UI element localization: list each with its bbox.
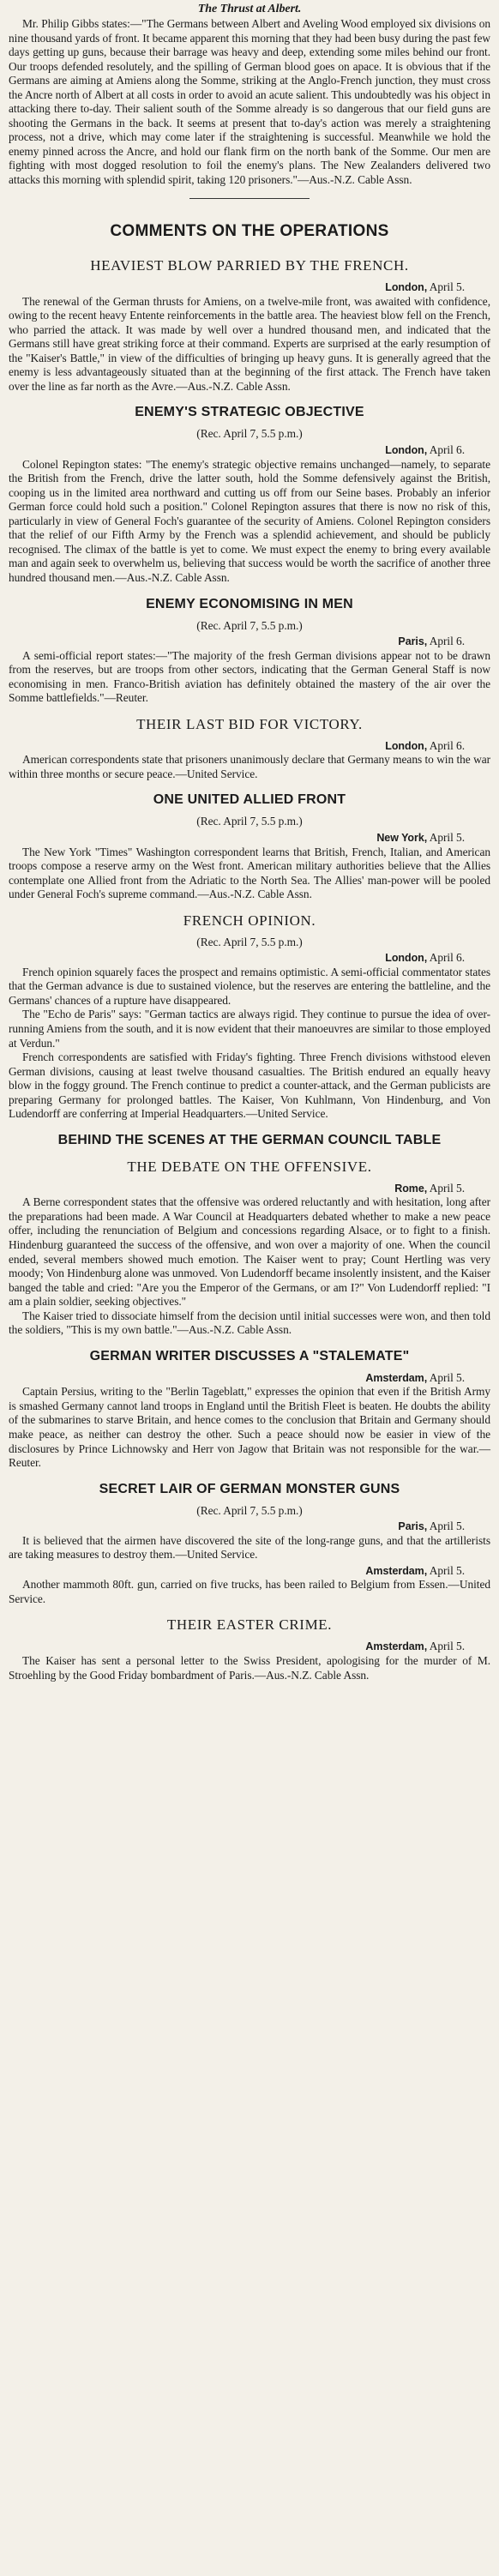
dateline [9,1640,490,1654]
article-paragraph: American correspondents state that prisoners unanimously declare that Germany means to win the war within three months or secure peace.—United Service. [9,753,490,780]
article [9,1481,490,1562]
dateline-place: Amsterdam, [365,1371,428,1384]
dateline-place: London, [385,444,428,457]
dateline-date: April 6. [429,443,465,457]
article-heading: ENEMY ECONOMISING IN MEN [146,596,353,611]
received-note: (Rec. April 7, 5.5 p.m.) [196,1503,303,1517]
article [9,716,490,782]
article [9,257,490,394]
article-paragraph: The New York "Times" Washington correspondent learns that British, French, Italian, and American troops compose a reserve army on the West front. American military authorities believe that the Allies contemplate one Allied front from the Adriatic to the North Sea. The Allies' man-power will be pooled under General Foch's supreme command.—Aus.-N.Z. Cable Assn. [9,845,490,901]
dateline [9,831,490,846]
dateline-date: April 6. [429,738,465,752]
dateline-place: Paris, [398,635,428,648]
section-divider [189,198,310,199]
article [9,1616,490,1682]
article-paragraph: The Kaiser has sent a personal letter to the Swiss President, apologising for the murder of M. Stroehling by the Good Friday bombardment of Paris.—Aus.-N.Z. Cable Assn. [9,1654,490,1682]
article [9,404,490,585]
dateline [9,1371,490,1386]
dateline-place: Amsterdam, [365,1564,428,1577]
dateline-place: Rome, [394,1182,428,1195]
article-list [9,257,490,1682]
dateline [9,1564,490,1579]
article [9,1564,490,1607]
dateline [9,280,490,295]
dateline-date: April 5. [429,1370,465,1384]
dateline-date: April 6. [429,951,465,965]
article-paragraph: A semi-official report states:—"The majority of the fresh German divisions appear not to be drawn from the reserves, but are troops from other sectors, indicating that the German General Staff is now economising in men. Franco-British aviation has definitely obtained the mastery of the air over the Somme battlefields."—Reuter. [9,648,490,705]
dateline-date: April 5. [429,1181,465,1195]
article-heading: THEIR EASTER CRIME. [166,1616,333,1634]
article [9,1159,490,1338]
dateline [9,739,490,754]
article-paragraph: Another mammoth 80ft. gun, carried on five trucks, has been railed to Belgium from Essen.—United Service. [9,1578,490,1605]
article [9,596,490,706]
received-note: (Rec. April 7, 5.5 p.m.) [196,427,303,441]
article-paragraph: It is believed that the airmen have discovered the site of the long-range guns, and that the artillerists are taking measures to destroy them.—United Service. [9,1533,490,1562]
article [9,912,490,1122]
dateline-place: New York, [376,831,428,844]
intro-subhead: The Thrust at Albert. [197,3,302,15]
dateline [9,1520,490,1534]
article-heading: ENEMY'S STRATEGIC OBJECTIVE [135,405,364,420]
article [9,1348,490,1471]
dateline [9,951,490,966]
dateline-place: Paris, [398,1520,428,1533]
article-heading: ONE UNITED ALLIED FRONT [153,792,346,808]
dateline-date: April 5. [429,1640,465,1653]
article-paragraph: French correspondents are satisfied with Friday's fighting. Three French divisions withstood eleven German divisions, causing at least twelve thousand casualties. The British endured an equally heavy blow in the foggy ground. The French continue to predict a counter-attack, and the German publicists are preparing Germany for prolonged battles. The Kaiser, Von Kuhlmann, Von Hindenburg, and Von Ludendorff are conferring at Imperial Headquarters.—United Service. [9,1050,490,1121]
article-paragraph: French opinion squarely faces the prospect and remains optimistic. A semi-official commentator states that the German advance is due to sustained violence, but the reserves are entering the battleline, and the Germans' chances of a rupture have disappeared. [9,965,490,1007]
article [9,1132,490,1148]
received-note: (Rec. April 7, 5.5 p.m.) [196,935,303,948]
article-heading: GERMAN WRITER DISCUSSES A "STALEMATE" [89,1348,410,1363]
dateline [9,1182,490,1196]
dateline [9,635,490,649]
dateline-date: April 5. [429,830,465,844]
article [9,791,490,901]
dateline-place: London, [385,281,428,294]
received-note: (Rec. April 7, 5.5 p.m.) [196,618,303,632]
dateline-date: April 5. [429,1563,465,1577]
article-paragraph: Captain Persius, writing to the "Berlin Tageblatt," expresses the opinion that even if the British Army is smashed Germany cannot land troops in England until the British Fleet is beaten. He doubts the ability of the submarines to starve Britain, and hence comes to the conclusion that Britain and Germany should make peace, as neither can destroy the other. Such a peace should now be easier in view of the disclosures by Prince Lichnowsky and Herr von Jagow that Britain was not responsible for the war.—Reuter. [9,1385,490,1470]
article-paragraph: The Kaiser tried to dissociate himself from the decision until initial successes were won, and then told the soldiers, "This is my own battle."—Aus.-N.Z. Cable Assn. [9,1309,490,1337]
article-paragraph: The "Echo de Paris" says: "German tactics are always rigid. They continue to pursue the idea of over-running Amiens from the south, and it is now evident that their manoeuvres are similar to those employed at Verdun." [9,1008,490,1050]
article-heading: THE DEBATE ON THE OFFENSIVE. [127,1158,372,1175]
article-paragraph: The renewal of the German thrusts for Amiens, on a twelve-mile front, was awaited with confidence, owing to the recent heavy Entente reinforcements in the battle area. The heaviest blow fell on the French, who parried the attack. It was made by well over a hundred thousand men, and indicated that the Germans still have great striking force at their command. Experts are surprised at the early resumption of the "Kaiser's Battle," in view of the difficulties of bringing up heavy guns. It is generally agreed that the enemy is less advantageously situated than at the beginning of the first attack. The French have taken over the line as far north as the Avre.—Aus.-N.Z. Cable Assn. [9,294,490,393]
main-heading: COMMENTS ON THE OPERATIONS [110,221,389,240]
dateline-place: London, [385,739,428,752]
dateline [9,443,490,458]
dateline-date: April 5. [429,280,465,294]
article-heading: HEAVIEST BLOW PARRIED BY THE FRENCH. [90,257,409,274]
dateline-date: April 6. [429,635,465,648]
article-heading: BEHIND THE SCENES AT THE GERMAN COUNCIL TABLE [57,1132,442,1147]
intro-paragraph: Mr. Philip Gibbs states:—"The Germans between Albert and Aveling Wood employed six divisions on nine thousand yards of front. It became apparent this morning that they had been busy during the past few days getting up guns, because their barrage was heavy and deep, extending some miles behind our front. Our troops defended resolutely, and the spilling of German blood goes on apace. It is obvious that if the Germans are aiming at Amiens along the Somme, striking at the Anglo-French junction, they must cross the Ancre north of Albert at all costs in order to avoid an acute salient. This undoubtedly was his object in attacking there to-day. Their salient south of the Somme already is so dangerous that our field guns are shooting the Germans in the back. It seems at present that to-day's action was merely a straightening process, not a drive, which may come later if the straightening is successful. Meanwhile we hold the enemy pinned across the Ancre, and hold our flank firm on the north bank of the Somme. Our men are fighting with most dogged resolution to foil the enemy's plans. The New Zealanders delivered two attacks this morning with splendid spirit, taking 120 prisoners."—Aus.-N.Z. Cable Assn. [9,17,490,187]
dateline-place: Amsterdam, [365,1640,428,1653]
received-note: (Rec. April 7, 5.5 p.m.) [196,815,303,828]
article-paragraph: A Berne correspondent states that the offensive was ordered reluctantly and with hesitation, long after the preparations had been made. A War Council at Headquarters debated whether to make a new peace offer, including the renunciation of Belgium and concessions regarding Alsace, or to fight to a finish. Hindenburg guaranteed the success of the offensive, and won over a majority of one. When the council ended, several members showed much emotion. The Kaiser went to pray; Count Hertling was very moody; Von Hindenburg alone was unmoved. Von Ludendorff became insolently insistent, and the Kaiser banged the table and cried: "Are you the Emperor of the Germans, or am I?" Von Ludendorff replied: "I am a plain soldier, seeking objectives." [9,1195,490,1309]
article-paragraph: Colonel Repington states: "The enemy's strategic objective remains unchanged—namely, to separate the British from the French, drive the latter south, hold the Somme defensively against the British, cooping us in the limited area northward and cutting us off from our Seine bases. Probably an inferior German force could hold such a position." Colonel Repington assures that there is now no risk of this, particularly in view of General Foch's guarantee of the security of Amiens. Colonel Repington considers that the relief of our Fifth Army by the French was a splendid achievement, and should be publicly recognised. The climax of the battle is yet to come. We must expect the enemy to bring every available man and again seek to overwhelm us, believing that success would be worth the sacrifice of another three hundred thousand men.—Aus.-N.Z. Cable Assn. [9,457,490,584]
dateline-date: April 5. [429,1520,465,1533]
article-heading: SECRET LAIR OF GERMAN MONSTER GUNS [99,1481,400,1496]
article-heading: THEIR LAST BID FOR VICTORY. [136,715,363,732]
article-heading: FRENCH OPINION. [183,912,316,929]
dateline-place: London, [385,952,428,965]
